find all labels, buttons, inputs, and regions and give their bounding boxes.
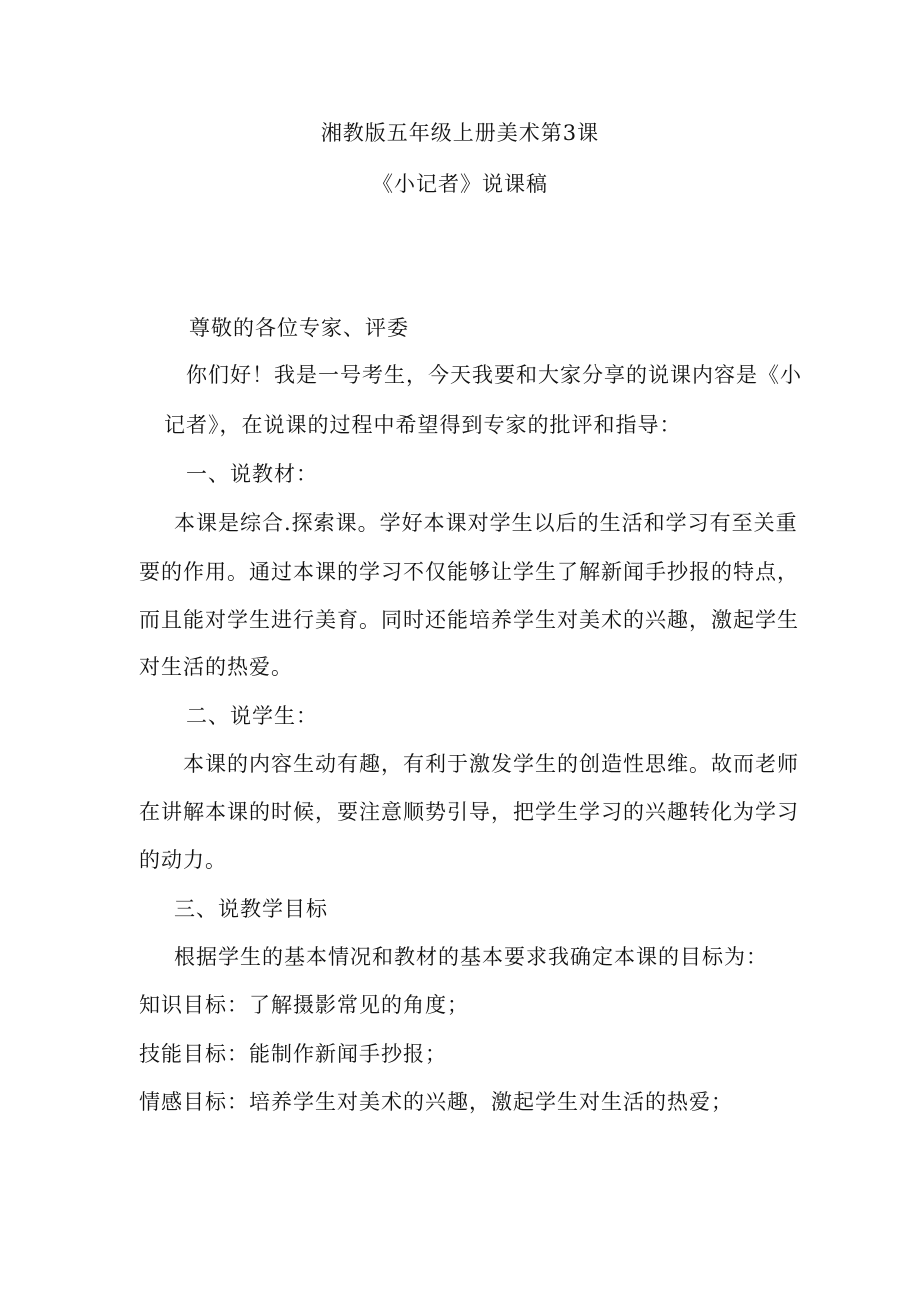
- section-heading-materials: 一、说教材：: [186, 462, 318, 486]
- greeting: 尊敬的各位专家、评委: [189, 316, 409, 340]
- goal-item-emotion: 情感目标：培养学生对美术的兴趣，激起学生对生活的热爱；: [139, 1090, 733, 1114]
- document-subtitle: 《小记者》说课稿: [372, 172, 548, 196]
- section-heading-students: 二、说学生：: [186, 704, 318, 728]
- goal-item-skill: 技能目标：能制作新闻手抄报；: [139, 1042, 447, 1066]
- goals-intro: 根据学生的基本情况和教材的基本要求我确定本课的目标为：: [174, 945, 768, 969]
- paragraph-line: 本课的内容生动有趣，有利于激发学生的创造性思维。故而老师: [183, 752, 799, 776]
- intro-paragraph-line: 记者》，在说课的过程中希望得到专家的批评和指导：: [164, 413, 682, 437]
- paragraph-line: 的动力。: [139, 848, 227, 872]
- paragraph-line: 而且能对学生进行美育。同时还能培养学生对美术的兴趣，激起学生: [139, 608, 799, 632]
- paragraph-line: 本课是综合.探索课。学好本课对学生以后的生活和学习有至关重: [174, 511, 798, 535]
- intro-paragraph-line: 你们好！我是一号考生，今天我要和大家分享的说课内容是《小: [186, 363, 802, 387]
- document-title: 湘教版五年级上册美术第3课: [320, 121, 600, 145]
- section-heading-goals: 三、说教学目标: [174, 897, 328, 921]
- paragraph-line: 要的作用。通过本课的学习不仅能够让学生了解新闻手抄报的特点，: [139, 560, 799, 584]
- paragraph-line: 对生活的热爱。: [139, 655, 293, 679]
- paragraph-line: 在讲解本课的时候，要注意顺势引导，把学生学习的兴趣转化为学习: [139, 800, 799, 824]
- goal-item-knowledge: 知识目标：了解摄影常见的角度；: [139, 993, 469, 1017]
